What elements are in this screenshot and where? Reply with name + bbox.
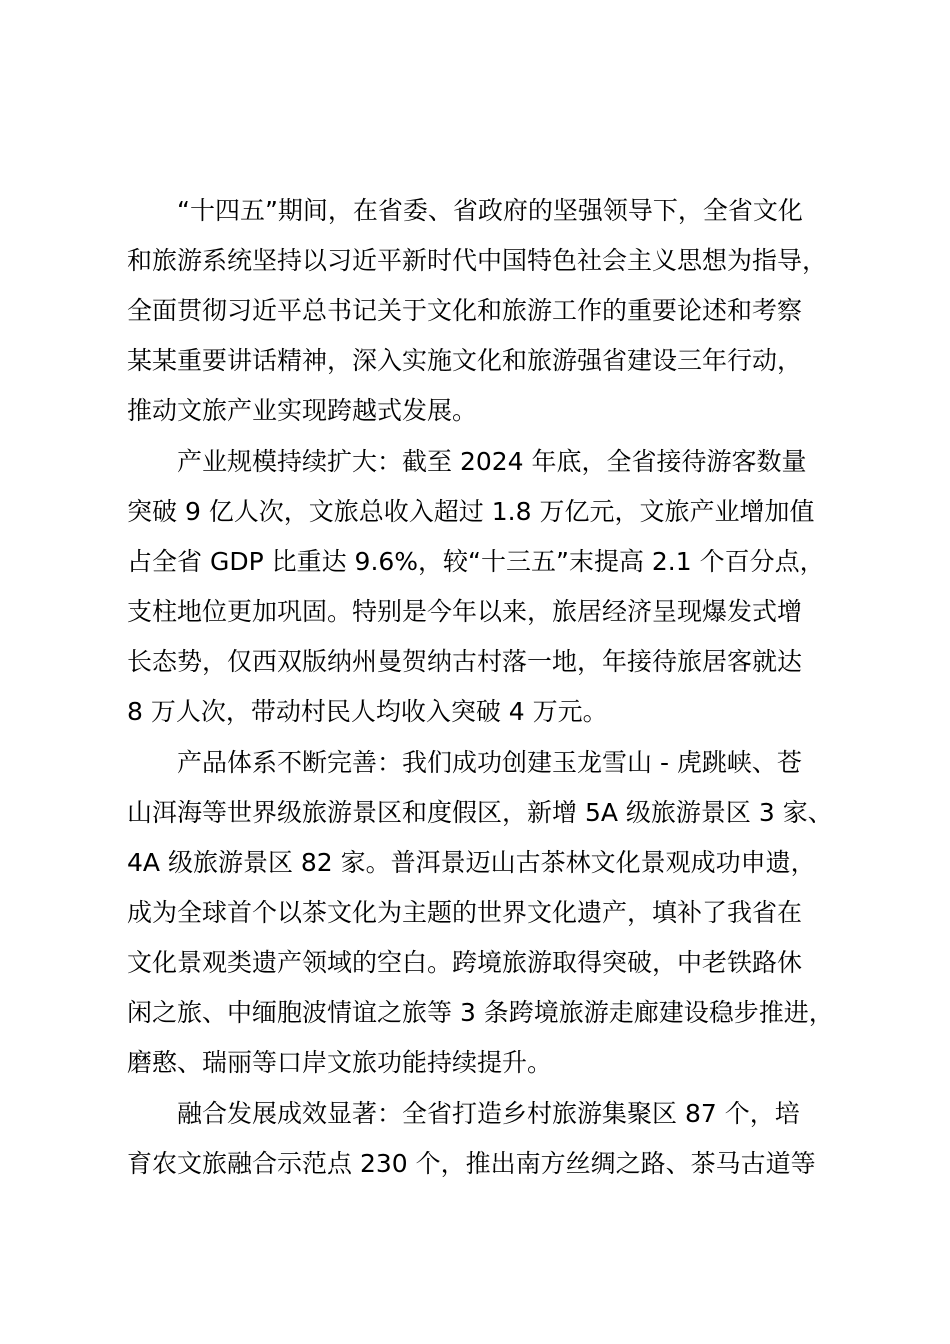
- text-line: “十四五”期间，在省委、省政府的坚强领导下，全省文化: [127, 196, 803, 225]
- text-line: 成为全球首个以茶文化为主题的世界文化遗产，填补了我省在: [127, 898, 803, 927]
- text-line: 文化景观类遗产领域的空白。跨境旅游取得突破，中老铁路休: [127, 948, 803, 977]
- text-line: 8 万人次，带动村民人均收入突破 4 万元。: [127, 697, 608, 726]
- text-line: 全面贯彻习近平总书记关于文化和旅游工作的重要论述和考察: [127, 296, 803, 325]
- text-line: 磨憨、瑞丽等口岸文旅功能持续提升。: [127, 1048, 553, 1077]
- text-line: 和旅游系统坚持以习近平新时代中国特色社会主义思想为指导，: [127, 246, 828, 275]
- text-line: 育农文旅融合示范点 230 个，推出南方丝绸之路、茶马古道等: [127, 1149, 816, 1178]
- text-line: 突破 9 亿人次，文旅总收入超过 1.8 万亿元，文旅产业增加值: [127, 497, 815, 526]
- text-line: 长态势，仅西双版纳州曼贺纳古村落一地，年接待旅居客就达: [127, 647, 803, 676]
- paragraph-industry-scale: [127, 437, 867, 737]
- text-line: 4A 级旅游景区 82 家。普洱景迈山古茶林文化景观成功申遗，: [127, 848, 816, 877]
- text-line: 占全省 GDP 比重达 9.6%，较“十三五”末提高 2.1 个百分点，: [127, 547, 825, 576]
- text-line: 推动文旅产业实现跨越式发展。: [127, 396, 478, 425]
- text-line: 山洱海等世界级旅游景区和度假区，新增 5A 级旅游景区 3 家、: [127, 798, 833, 827]
- text-line: 闲之旅、中缅胞波情谊之旅等 3 条跨境旅游走廊建设稳步推进，: [127, 998, 834, 1027]
- text-line: 产业规模持续扩大：截至 2024 年底，全省接待游客数量: [127, 447, 807, 476]
- text-line: 支柱地位更加巩固。特别是今年以来，旅居经济呈现爆发式增: [127, 597, 803, 626]
- paragraph-product-system: [127, 738, 867, 1088]
- paragraph-intro: [127, 186, 867, 436]
- document-body: [127, 186, 867, 1189]
- text-line: 产品体系不断完善：我们成功创建玉龙雪山 - 虎跳峡、苍: [127, 748, 802, 777]
- text-line: 融合发展成效显著：全省打造乡村旅游集聚区 87 个，培: [127, 1099, 800, 1128]
- paragraph-integration: [127, 1089, 867, 1189]
- text-line: 某某重要讲话精神，深入实施文化和旅游强省建设三年行动，: [127, 346, 803, 375]
